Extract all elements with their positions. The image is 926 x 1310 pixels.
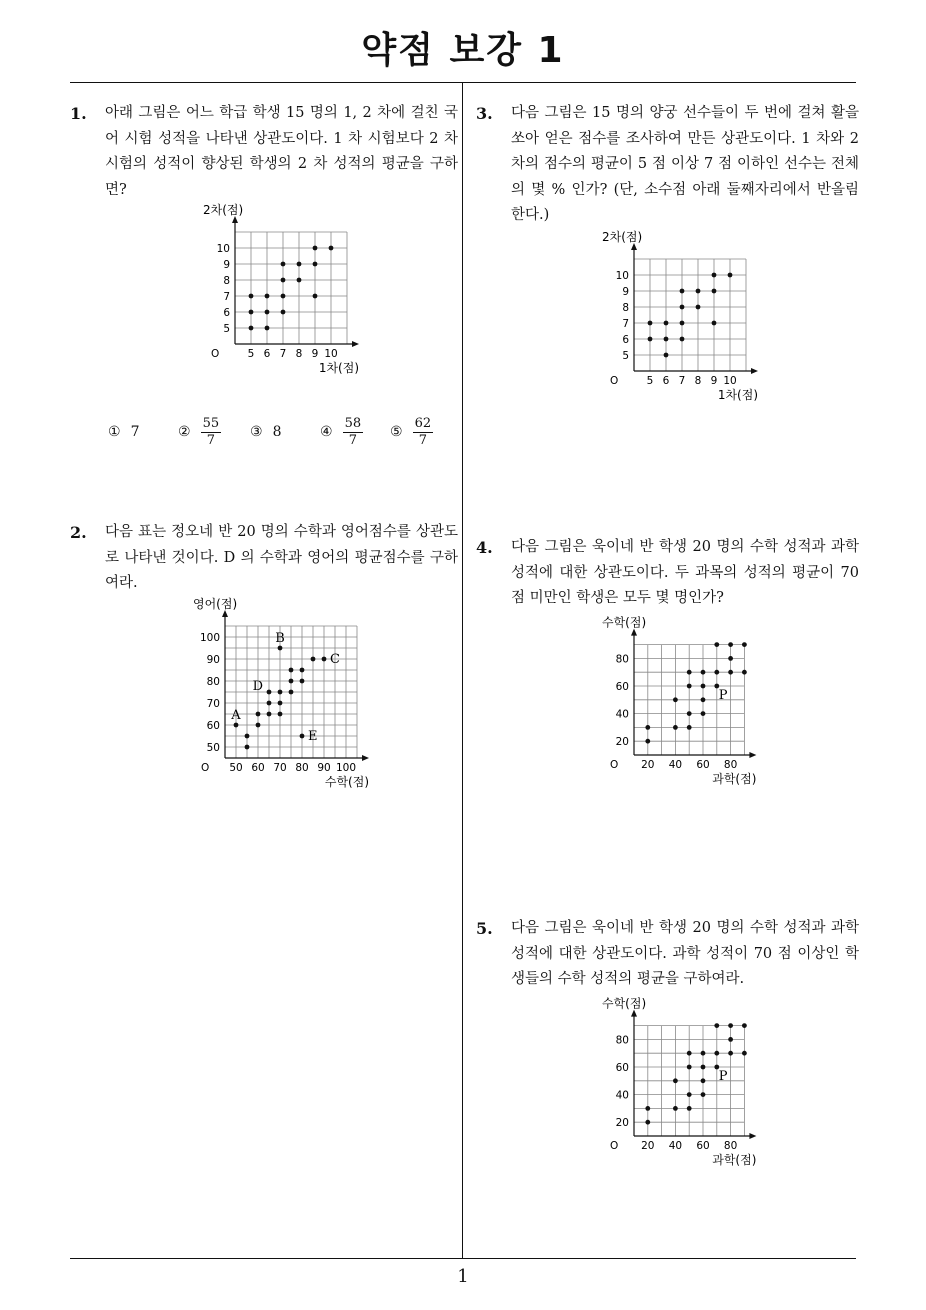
y-tick-label: 8 [223, 275, 230, 287]
data-point [267, 701, 272, 706]
y-tick-label: 20 [615, 736, 629, 749]
y-tick-label: 20 [615, 1117, 629, 1130]
data-point [712, 289, 717, 294]
point-label: E [308, 729, 318, 744]
fraction [201, 416, 222, 449]
x-tick-label: 9 [311, 348, 319, 360]
data-point [300, 734, 305, 739]
data-point [245, 734, 250, 739]
x-tick-label: 80 [295, 762, 309, 774]
answer-choices [108, 410, 448, 454]
data-point [712, 321, 717, 326]
y-axis-label: 수학(점) [602, 996, 647, 1011]
data-point [680, 337, 685, 342]
data-point [687, 711, 692, 716]
question-5 [476, 916, 862, 996]
data-point [680, 289, 685, 294]
origin-label: O [610, 375, 619, 387]
question-3 [476, 101, 862, 231]
choice-value: 7 [130, 424, 140, 440]
y-axis-arrow [631, 629, 637, 636]
data-point [687, 670, 692, 675]
choice-4[interactable] [320, 410, 363, 454]
x-axis-label: 1차(점) [318, 361, 359, 375]
y-tick-label: 9 [622, 286, 629, 298]
data-point [701, 1065, 706, 1070]
data-point [267, 712, 272, 717]
data-point [701, 1078, 706, 1083]
data-point [728, 1023, 733, 1028]
data-point [714, 1051, 719, 1056]
y-axis-label: 수학(점) [602, 615, 647, 630]
x-tick-label: 6 [662, 375, 670, 387]
x-tick-label: 50 [229, 762, 243, 774]
data-point [313, 262, 318, 267]
y-tick-label: 9 [223, 259, 230, 271]
data-point [664, 353, 669, 358]
data-point [701, 697, 706, 702]
x-tick-label: 70 [273, 762, 287, 774]
choice-mark: ③ [250, 424, 263, 440]
denominator: 7 [418, 432, 427, 448]
y-tick-label: 7 [223, 291, 230, 303]
y-axis-arrow [232, 216, 238, 223]
data-point [322, 657, 327, 662]
data-point [648, 321, 653, 326]
scatter-plot-q2 [185, 597, 385, 795]
page-number: 1 [457, 1266, 469, 1287]
origin-label: O [610, 1140, 619, 1152]
question-text: 다음 그림은 욱이네 반 학생 20 명의 수학 성적과 과학 성적에 대한 상관도이다. 과학 성적이 70 점 이상인 학생들의 수학 성적의 평균을 구하여라. [511, 920, 859, 987]
x-tick-label: 60 [696, 759, 710, 771]
y-tick-label: 60 [206, 720, 220, 732]
y-tick-label: 7 [622, 318, 629, 330]
origin-label: O [211, 348, 220, 360]
question-number: 2. [70, 523, 87, 542]
y-tick-label: 5 [223, 323, 230, 335]
data-point [680, 321, 685, 326]
x-tick-label: 80 [723, 759, 738, 771]
data-point [645, 1120, 650, 1125]
y-axis-label: 영어(점) [193, 597, 238, 611]
data-point [687, 1092, 692, 1097]
data-point [648, 337, 653, 342]
x-axis-arrow [749, 1133, 756, 1139]
data-point [329, 246, 334, 251]
y-tick-label: 40 [615, 708, 629, 721]
data-point [701, 1051, 706, 1056]
question-2 [70, 520, 460, 600]
y-tick-label: 10 [615, 270, 629, 282]
data-point [645, 739, 650, 744]
data-point [712, 273, 717, 278]
x-tick-label: 10 [723, 375, 737, 387]
data-point [234, 723, 239, 728]
data-point [249, 310, 254, 315]
origin-label: O [610, 759, 619, 771]
data-point [701, 684, 706, 689]
data-point [673, 725, 678, 730]
data-point [300, 668, 305, 673]
x-tick-label: 5 [247, 348, 255, 360]
numerator: 55 [202, 415, 220, 431]
x-axis-label: 과학(점) [712, 1153, 757, 1167]
data-point [278, 701, 283, 706]
choice-mark: ④ [320, 424, 333, 440]
question-number: 4. [476, 538, 493, 557]
y-tick-label: 70 [206, 698, 220, 710]
point-label: D [252, 679, 263, 694]
data-point [728, 273, 733, 278]
data-point [687, 1065, 692, 1070]
x-tick-label: 20 [641, 1140, 655, 1152]
data-point [278, 712, 283, 717]
y-tick-label: 80 [615, 653, 629, 666]
question-4 [476, 535, 862, 615]
data-point [289, 668, 294, 673]
x-tick-label: 7 [279, 348, 287, 360]
y-tick-label: 8 [622, 302, 629, 314]
data-point [265, 310, 270, 315]
question-text: 아래 그림은 어느 학급 학생 15 명의 1, 2 차에 걸친 국어 시험 성적을 나타낸 상관도이다. 1 차 시험보다 2 차 시험의 성적이 향상된 학생의 2 차 성적의 평균을 구하면? [105, 105, 458, 198]
scatter-plot-q1 [195, 203, 375, 378]
x-axis-label: 1차(점) [717, 388, 758, 402]
x-axis-arrow [751, 368, 758, 374]
x-tick-label: 40 [668, 759, 683, 771]
bottom-rule [70, 1258, 856, 1259]
data-point [687, 684, 692, 689]
data-point [297, 262, 302, 267]
scatter-plot-q4 [598, 615, 778, 790]
y-tick-label: 90 [206, 654, 220, 666]
y-tick-label: 50 [206, 742, 220, 754]
question-text: 다음 표는 정오네 반 20 명의 수학과 영어점수를 상관도로 나타낸 것이다. D 의 수학과 영어의 평균점수를 구하여라. [105, 524, 458, 591]
data-point [673, 697, 678, 702]
data-point [742, 1023, 747, 1028]
data-point [664, 321, 669, 326]
x-axis-arrow [749, 752, 756, 758]
x-tick-label: 90 [317, 762, 331, 774]
data-point [245, 745, 250, 750]
x-tick-label: 8 [694, 375, 702, 387]
y-tick-label: 80 [615, 1034, 629, 1047]
y-tick-label: 100 [199, 632, 220, 644]
data-point [673, 1078, 678, 1083]
x-tick-label: 40 [668, 1140, 683, 1152]
scatter-plot-q3 [598, 230, 778, 407]
data-point [728, 1051, 733, 1056]
page-title: 약점 보강 1 [361, 30, 565, 71]
choice-mark: ② [178, 424, 191, 440]
data-point [728, 1037, 733, 1042]
x-tick-label: 20 [641, 759, 655, 771]
x-tick-label: 7 [678, 375, 686, 387]
x-tick-label: 10 [324, 348, 338, 360]
data-point [281, 310, 286, 315]
numerator: 58 [344, 415, 362, 431]
y-tick-label: 40 [615, 1089, 629, 1102]
data-point [265, 294, 270, 299]
fraction [413, 416, 434, 449]
data-point [297, 278, 302, 283]
y-axis-label: 2차(점) [602, 230, 643, 244]
choice-5[interactable] [390, 410, 433, 454]
fraction [343, 416, 364, 449]
point-label: C [330, 652, 340, 667]
y-axis-label: 2차(점) [203, 203, 244, 217]
column-divider [462, 83, 463, 1259]
y-axis-arrow [631, 243, 637, 250]
y-tick-label: 80 [206, 676, 220, 688]
top-rule [70, 82, 856, 83]
data-point [687, 1106, 692, 1111]
numerator: 62 [414, 415, 432, 431]
question-number: 1. [70, 104, 87, 123]
data-point [687, 725, 692, 730]
data-point [289, 690, 294, 695]
data-point [673, 1106, 678, 1111]
question-text: 다음 그림은 욱이네 반 학생 20 명의 수학 성적과 과학 성적에 대한 상관도이다. 두 과목의 성적의 평균이 70 점 미만인 학생은 모두 몇 명인가? [511, 539, 859, 606]
x-tick-label: 9 [710, 375, 718, 387]
data-point [311, 657, 316, 662]
choice-3[interactable] [250, 410, 281, 454]
scatter-plot-q5 [598, 996, 778, 1171]
data-point [742, 642, 747, 647]
point-label: A [231, 708, 241, 723]
data-point [289, 679, 294, 684]
y-tick-label: 6 [622, 334, 629, 346]
data-point [256, 723, 261, 728]
data-point [680, 305, 685, 310]
choice-mark: ① [108, 424, 121, 440]
data-point [701, 711, 706, 716]
y-tick-label: 60 [615, 681, 629, 693]
data-point [714, 642, 719, 647]
x-tick-label: 5 [646, 375, 654, 387]
point-label: P [718, 1069, 728, 1084]
x-axis-arrow [352, 341, 359, 347]
question-number: 5. [476, 919, 493, 938]
data-point [265, 326, 270, 331]
denominator: 7 [348, 432, 357, 448]
question-1 [70, 101, 460, 198]
question-number: 3. [476, 104, 493, 123]
x-tick-label: 60 [251, 762, 265, 774]
data-point [701, 1092, 706, 1097]
data-point [742, 670, 747, 675]
data-point [728, 642, 733, 647]
data-point [281, 262, 286, 267]
data-point [249, 326, 254, 331]
point-label: B [275, 631, 285, 646]
data-point [281, 278, 286, 283]
data-point [664, 337, 669, 342]
data-point [300, 679, 305, 684]
x-tick-label: 80 [723, 1140, 738, 1152]
data-point [645, 1106, 650, 1111]
y-axis-arrow [631, 1010, 637, 1017]
data-point [696, 305, 701, 310]
data-point [249, 294, 254, 299]
data-point [267, 690, 272, 695]
data-point [281, 294, 286, 299]
data-point [714, 1023, 719, 1028]
choice-1[interactable] [108, 410, 139, 454]
choice-2[interactable] [178, 410, 221, 454]
data-point [645, 725, 650, 730]
x-axis-label: 과학(점) [712, 772, 757, 786]
data-point [728, 656, 733, 661]
point-label: P [718, 688, 728, 703]
x-tick-label: 6 [263, 348, 271, 360]
x-tick-label: 8 [295, 348, 303, 360]
question-text: 다음 그림은 15 명의 양궁 선수들이 두 번에 걸쳐 활을 쏘아 얻은 점수를 조사하여 만든 상관도이다. 1 차와 2 차의 점수의 평균이 5 점 이상 7 점 이하인 선수는 전체의 몇 % 인가? (단, 소수점 아래 둘째자리에서 반올림한다.) [511, 105, 859, 223]
choice-mark: ⑤ [390, 424, 403, 440]
data-point [728, 670, 733, 675]
x-axis-label: 수학(점) [324, 775, 369, 789]
data-point [696, 289, 701, 294]
y-axis-arrow [222, 610, 228, 617]
data-point [714, 670, 719, 675]
y-tick-label: 60 [615, 1062, 629, 1074]
data-point [256, 712, 261, 717]
data-point [687, 1051, 692, 1056]
x-axis-arrow [362, 755, 369, 761]
origin-label: O [201, 762, 210, 774]
y-tick-label: 6 [223, 307, 230, 319]
data-point [742, 1051, 747, 1056]
data-point [278, 646, 283, 651]
y-tick-label: 10 [216, 243, 230, 255]
denominator: 7 [206, 432, 215, 448]
data-point [313, 246, 318, 251]
choice-value: 8 [272, 424, 282, 440]
data-point [278, 690, 283, 695]
data-point [313, 294, 318, 299]
x-tick-label: 100 [335, 762, 357, 774]
data-point [701, 670, 706, 675]
x-tick-label: 60 [696, 1140, 710, 1152]
y-tick-label: 5 [622, 350, 629, 362]
